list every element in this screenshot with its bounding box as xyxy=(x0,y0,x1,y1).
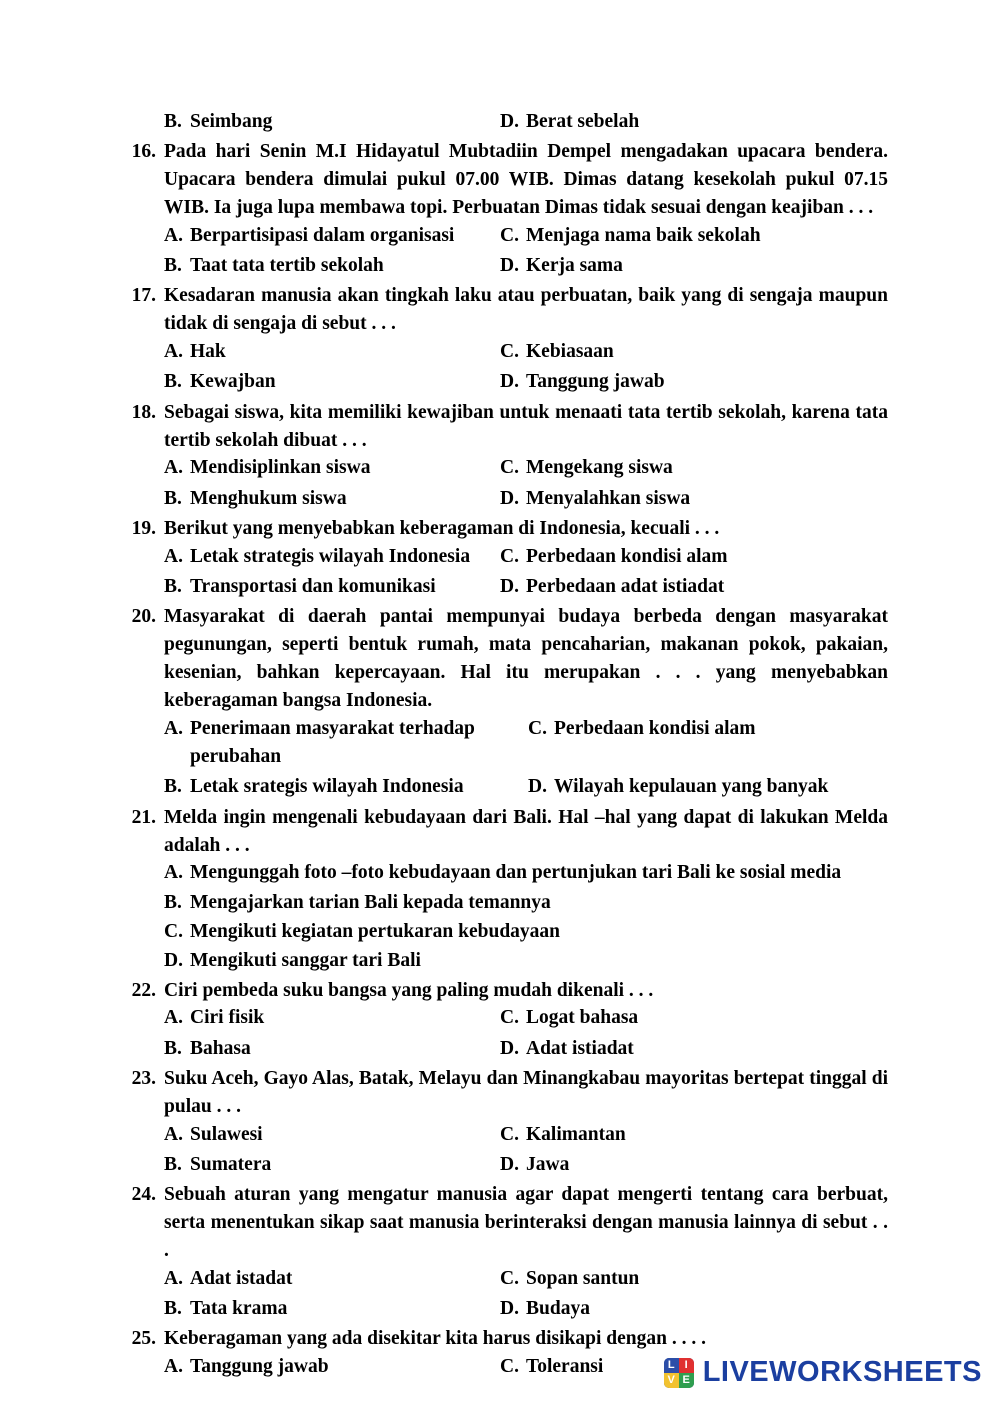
option-b[interactable] xyxy=(128,252,500,280)
question-number: 16. xyxy=(131,141,156,163)
option-a[interactable] xyxy=(128,1004,500,1032)
option-letter: A. xyxy=(164,1007,183,1029)
option-letter: A. xyxy=(164,457,183,479)
option-b[interactable] xyxy=(128,1151,500,1179)
option-letter: A. xyxy=(164,545,183,567)
question-header xyxy=(128,603,888,715)
option-letter: D. xyxy=(500,111,519,132)
option-d[interactable] xyxy=(528,773,888,801)
question-text: Pada hari Senin M.I Hidayatul Mubtadiin Dempel mengadakan upacara bendera. Upacara bendera dimulai pukul 07.00 WIB. Dimas datang kesekolah pukul 07.15 WIB. Ia juga lupa membawa topi. Perbuatan Dimas tidak sesuai dengan keajiban . . . xyxy=(164,141,888,219)
question-options xyxy=(128,454,888,513)
option-row xyxy=(128,773,888,801)
option-b[interactable] xyxy=(128,108,500,136)
option-text: Hak xyxy=(190,341,226,363)
question-number: 20. xyxy=(131,606,156,628)
option-text: Mengunggah foto –foto kebudayaan dan pertunjukan tari Bali ke sosial media xyxy=(190,862,842,884)
question-text: Melda ingin mengenali kebudayaan dari Bali. Hal –hal yang dapat di lakukan Melda adalah . . . xyxy=(164,806,888,856)
option-text: Mendisiplinkan siswa xyxy=(190,457,371,479)
question-number: 21. xyxy=(131,806,156,828)
option-letter: C. xyxy=(500,1267,519,1289)
question-17 xyxy=(128,282,888,396)
option-text: Bahasa xyxy=(190,1037,251,1059)
option-letter: C. xyxy=(500,1356,519,1378)
option-letter: D. xyxy=(500,1298,519,1320)
option-text: Perbedaan kondisi alam xyxy=(554,717,756,739)
option-row xyxy=(128,222,888,250)
option-text: Menyalahkan siswa xyxy=(526,487,691,509)
logo-letter-i: I xyxy=(684,1359,688,1371)
option-letter: D. xyxy=(500,487,519,509)
question-text: Berikut yang menyebabkan keberagaman di Indonesia, kecuali . . . xyxy=(164,517,720,539)
question-18 xyxy=(128,399,888,513)
question-22 xyxy=(128,977,888,1063)
option-d[interactable] xyxy=(500,108,888,136)
option-text: Berat sebelah xyxy=(526,111,640,132)
option-row xyxy=(128,1151,888,1179)
question-options xyxy=(128,1265,888,1324)
option-text: Kalimantan xyxy=(526,1123,626,1145)
option-text: Penerimaan masyarakat terhadap perubahan xyxy=(190,717,475,768)
option-d[interactable] xyxy=(500,485,888,513)
option-text: Tata krama xyxy=(190,1298,288,1320)
option-text: Sumatera xyxy=(190,1153,272,1175)
option-letter: D. xyxy=(500,255,519,277)
option-b[interactable] xyxy=(128,1295,500,1323)
option-text: Adat istiadat xyxy=(526,1037,634,1059)
question-text: Suku Aceh, Gayo Alas, Batak, Melayu dan Minangkabau mayoritas bertepat tinggal di pulau . . . xyxy=(164,1067,888,1117)
question-number: 23. xyxy=(131,1067,156,1089)
option-c[interactable] xyxy=(500,1004,888,1032)
question-number: 19. xyxy=(131,517,156,539)
option-letter: B. xyxy=(164,576,182,598)
option-letter: C. xyxy=(500,341,519,363)
option-text: Taat tata tertib sekolah xyxy=(190,255,384,277)
option-d[interactable] xyxy=(500,1151,888,1179)
question-24 xyxy=(128,1181,888,1323)
option-a[interactable] xyxy=(128,454,500,482)
option-letter: C. xyxy=(500,224,519,246)
question-number: 22. xyxy=(131,979,156,1001)
option-text: Menghukum siswa xyxy=(190,487,347,509)
question-text: Kesadaran manusia akan tingkah laku atau perbuatan, baik yang di sengaja maupun tidak di sengaja di sebut . . . xyxy=(164,285,888,335)
continuation-option-row xyxy=(128,108,888,136)
question-19 xyxy=(128,515,888,601)
question-20 xyxy=(128,603,888,801)
option-letter: A. xyxy=(164,341,183,363)
option-text: Adat istadat xyxy=(190,1267,293,1289)
option-row xyxy=(128,1121,888,1149)
brand-name: LIVEWORKSHEETS xyxy=(702,1356,982,1388)
question-options xyxy=(128,543,888,602)
option-c[interactable] xyxy=(500,1265,888,1293)
option-row xyxy=(128,368,888,396)
option-row xyxy=(128,1004,888,1032)
option-letter: B. xyxy=(164,1037,182,1059)
option-text: Mengikuti sanggar tari Bali xyxy=(190,950,421,972)
option-d[interactable] xyxy=(500,252,888,280)
option-row xyxy=(128,1035,888,1063)
option-text: Menjaga nama baik sekolah xyxy=(526,224,761,246)
question-number: 24. xyxy=(131,1184,156,1206)
question-number: 18. xyxy=(131,401,156,423)
option-d[interactable] xyxy=(500,573,888,601)
question-text: Masyarakat di daerah pantai mempunyai budaya berbeda dengan masyarakat pegunungan, seperti bentuk rumah, mata pencaharian, makanan pokok, pakaian, kesenian, bahkan kepercayaan. Hal itu merupakan . . . yang menyebabkan keberagaman bangsa Indonesia. xyxy=(164,606,888,712)
option-row xyxy=(128,338,888,366)
option-text: Letak srategis wilayah Indonesia xyxy=(190,776,464,798)
option-text: Perbedaan kondisi alam xyxy=(526,545,728,567)
option-row xyxy=(128,1295,888,1323)
option-text: Mengekang siswa xyxy=(526,457,673,479)
question-options xyxy=(128,222,888,281)
option-text: Sulawesi xyxy=(190,1123,263,1145)
option-text: Budaya xyxy=(526,1298,590,1320)
option-b[interactable] xyxy=(128,889,888,917)
option-row xyxy=(128,543,888,571)
option-letter: A. xyxy=(164,717,183,739)
option-c[interactable] xyxy=(528,715,888,743)
option-text: Tanggung jawab xyxy=(526,371,665,393)
option-d[interactable] xyxy=(500,368,888,396)
option-letter: B. xyxy=(164,891,182,913)
question-header xyxy=(128,138,888,222)
option-row xyxy=(128,252,888,280)
question-options xyxy=(128,859,888,975)
option-letter: B. xyxy=(164,487,182,509)
option-text: Perbedaan adat istiadat xyxy=(526,576,725,598)
option-b[interactable] xyxy=(128,573,500,601)
option-letter: C. xyxy=(500,457,519,479)
option-text: Seimbang xyxy=(190,111,273,132)
option-d[interactable] xyxy=(500,1295,888,1323)
question-16 xyxy=(128,138,888,280)
option-letter: C. xyxy=(500,1123,519,1145)
option-row xyxy=(128,715,888,772)
option-d[interactable] xyxy=(500,1035,888,1063)
option-row xyxy=(128,485,888,513)
option-a[interactable] xyxy=(128,1121,500,1149)
option-text: Mengikuti kegiatan pertukaran kebudayaan xyxy=(190,920,561,942)
option-text: Letak strategis wilayah Indonesia xyxy=(190,545,471,567)
question-21 xyxy=(128,804,888,976)
option-c[interactable] xyxy=(128,918,888,946)
option-row xyxy=(128,1265,888,1293)
option-a[interactable] xyxy=(128,715,528,772)
option-row xyxy=(128,454,888,482)
option-letter: A. xyxy=(164,224,183,246)
option-letter: D. xyxy=(500,371,519,393)
option-row xyxy=(128,573,888,601)
option-letter: A. xyxy=(164,1356,183,1378)
option-letter: B. xyxy=(164,776,182,798)
option-text: Wilayah kepulauan yang banyak xyxy=(554,776,829,798)
question-text: Sebagai siswa, kita memiliki kewajiban untuk menaati tata tertib sekolah, karena tata tertib sekolah dibuat . . . xyxy=(164,401,888,451)
option-letter: A. xyxy=(164,1267,183,1289)
option-a[interactable] xyxy=(128,338,500,366)
question-number: 17. xyxy=(131,285,156,307)
option-letter: B. xyxy=(164,1153,182,1175)
question-header xyxy=(128,1065,888,1121)
question-options xyxy=(128,338,888,397)
option-letter: C. xyxy=(528,717,547,739)
option-c[interactable] xyxy=(500,222,888,250)
option-a[interactable] xyxy=(128,222,500,250)
option-text: Berpartisipasi dalam organisasi xyxy=(190,224,455,246)
option-b[interactable] xyxy=(128,368,500,396)
option-text: Kebiasaan xyxy=(526,341,614,363)
option-letter: D. xyxy=(500,576,519,598)
option-text: Mengajarkan tarian Bali kepada temannya xyxy=(190,891,551,913)
question-header xyxy=(128,977,888,1005)
questions-container xyxy=(128,108,888,1383)
option-text: Jawa xyxy=(526,1153,570,1175)
question-text: Sebuah aturan yang mengatur manusia agar dapat mengerti tentang cara berbuat, serta menentukan sikap saat manusia berinteraksi dengan manusia lainnya di sebut . . . xyxy=(164,1184,888,1261)
option-text: Kerja sama xyxy=(526,255,623,277)
question-number: 25. xyxy=(131,1328,156,1350)
logo-letter-e: E xyxy=(682,1374,690,1386)
question-options xyxy=(128,715,888,802)
option-b[interactable] xyxy=(128,485,500,513)
option-letter: C. xyxy=(500,545,519,567)
logo-letter-l: L xyxy=(667,1359,675,1371)
option-text: Ciri fisik xyxy=(190,1007,265,1029)
option-letter: D. xyxy=(528,776,547,798)
option-text: Toleransi xyxy=(526,1356,604,1378)
option-text: Transportasi dan komunikasi xyxy=(190,576,436,598)
option-letter: B. xyxy=(164,1298,182,1320)
option-letter: B. xyxy=(164,371,182,393)
option-a[interactable] xyxy=(128,859,888,887)
question-header xyxy=(128,515,888,543)
logo-letter-v: V xyxy=(667,1374,675,1386)
question-header xyxy=(128,1325,888,1353)
option-letter: D. xyxy=(164,950,183,972)
question-header xyxy=(128,282,888,338)
option-d[interactable] xyxy=(128,947,888,975)
option-text: Sopan santun xyxy=(526,1267,640,1289)
option-letter: D. xyxy=(500,1037,519,1059)
option-b[interactable] xyxy=(128,773,528,801)
option-letter: B. xyxy=(164,111,182,132)
option-c[interactable] xyxy=(500,543,888,571)
question-options xyxy=(128,1004,888,1063)
option-text: Kewajban xyxy=(190,371,276,393)
question-header xyxy=(128,399,888,455)
option-text: Logat bahasa xyxy=(526,1007,639,1029)
option-letter: D. xyxy=(500,1153,519,1175)
option-letter: A. xyxy=(164,1123,183,1145)
question-23 xyxy=(128,1065,888,1179)
option-b[interactable] xyxy=(128,1035,500,1063)
question-text: Ciri pembeda suku bangsa yang paling mudah dikenali . . . xyxy=(164,979,654,1001)
option-a[interactable] xyxy=(128,543,500,571)
option-c[interactable] xyxy=(500,338,888,366)
question-header xyxy=(128,1181,888,1265)
question-options xyxy=(128,1121,888,1180)
page-footer xyxy=(0,1351,1000,1395)
option-letter: A. xyxy=(164,862,183,884)
liveworksheets-brand[interactable] xyxy=(664,1356,982,1389)
option-letter: C. xyxy=(500,1007,519,1029)
option-letter: B. xyxy=(164,255,182,277)
option-letter: C. xyxy=(164,920,183,942)
option-a[interactable] xyxy=(128,1265,500,1293)
option-c[interactable] xyxy=(500,1121,888,1149)
liveworksheets-logo-icon xyxy=(664,1358,694,1388)
option-c[interactable] xyxy=(500,454,888,482)
question-text: Keberagaman yang ada disekitar kita harus disikapi dengan . . . . xyxy=(164,1328,706,1350)
option-text: Tanggung jawab xyxy=(190,1356,329,1378)
question-header xyxy=(128,804,888,860)
